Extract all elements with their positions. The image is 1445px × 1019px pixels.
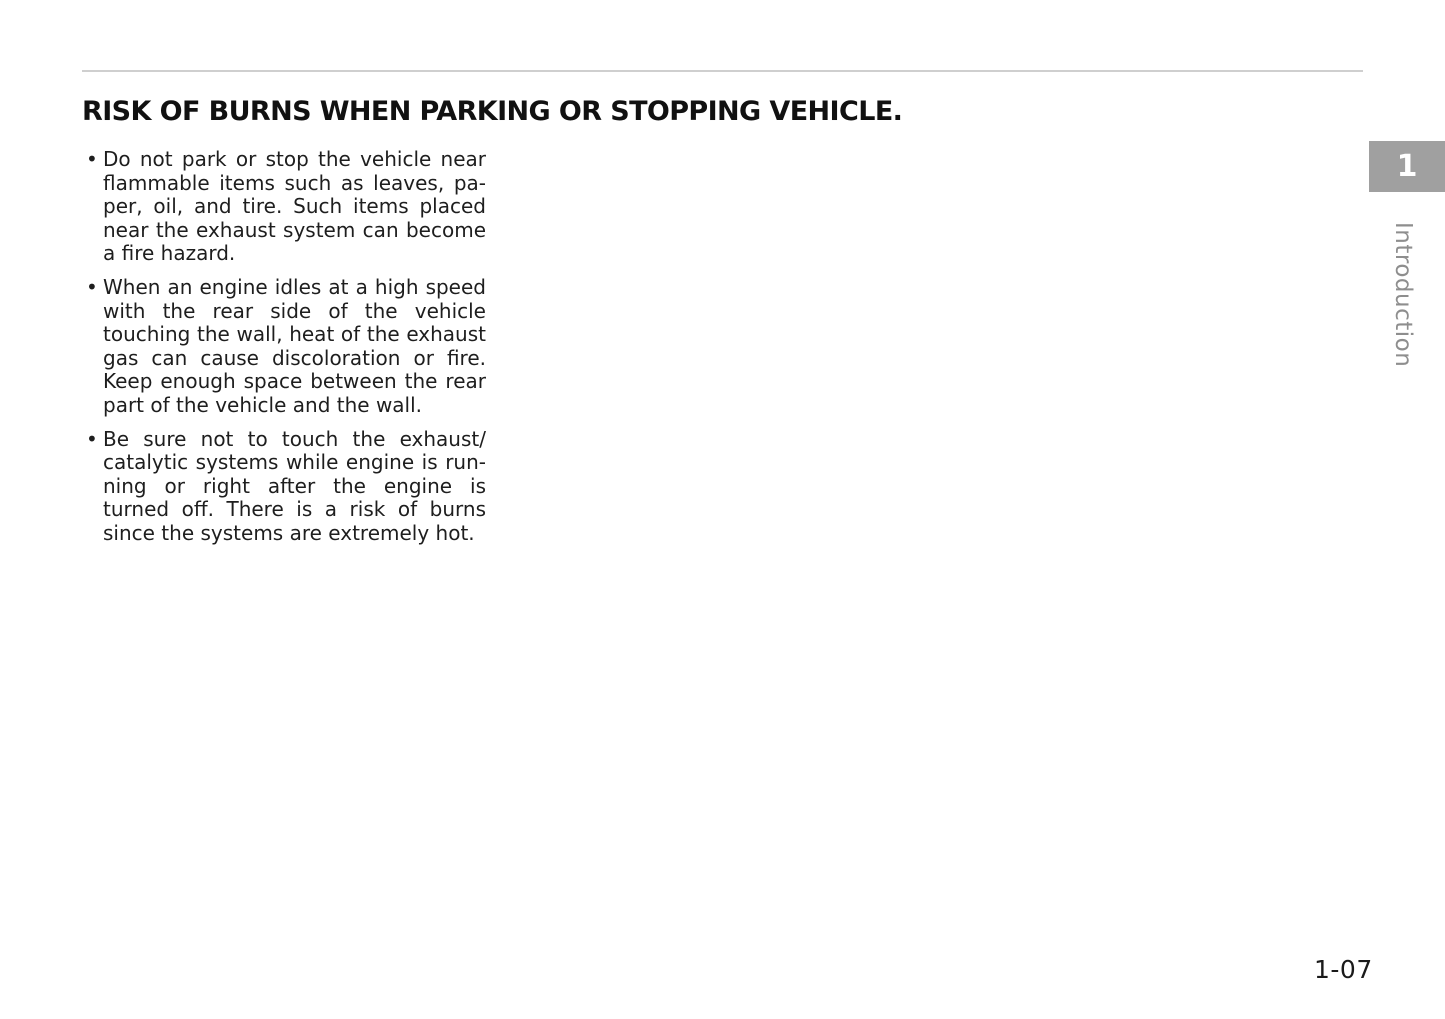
bullet-text: Be sure not to touch the exhaust/ catalytic systems while engine is running or right after the engine is turned off. There is a risk of burns since the systems are extremely hot.: [103, 426, 486, 545]
bullet-item: [86, 428, 486, 546]
bullet-item: [86, 148, 486, 266]
page-number: 1-07: [1314, 955, 1373, 984]
top-divider: [82, 70, 1363, 72]
bullet-item: [86, 276, 486, 418]
chapter-label: Introduction: [1390, 222, 1416, 368]
bullet-marker: •: [86, 274, 98, 299]
bullet-list: [86, 148, 486, 556]
bullet-marker: •: [86, 426, 98, 451]
bullet-text: When an engine idles at a high speed with the rear side of the vehicle touching the wall, heat of the exhaust gas can cause discoloration or fire. Keep enough space between the rear part of the vehicle and the wall.: [103, 274, 486, 417]
section-heading: RISK OF BURNS WHEN PARKING OR STOPPING VEHICLE.: [82, 96, 903, 127]
bullet-text: Do not park or stop the vehicle near flammable items such as leaves, paper, oil, and tire. Such items placed near the exhaust system can become a fire hazard.: [103, 147, 486, 266]
chapter-number-tab: 1: [1369, 141, 1445, 192]
bullet-marker: •: [86, 147, 98, 171]
